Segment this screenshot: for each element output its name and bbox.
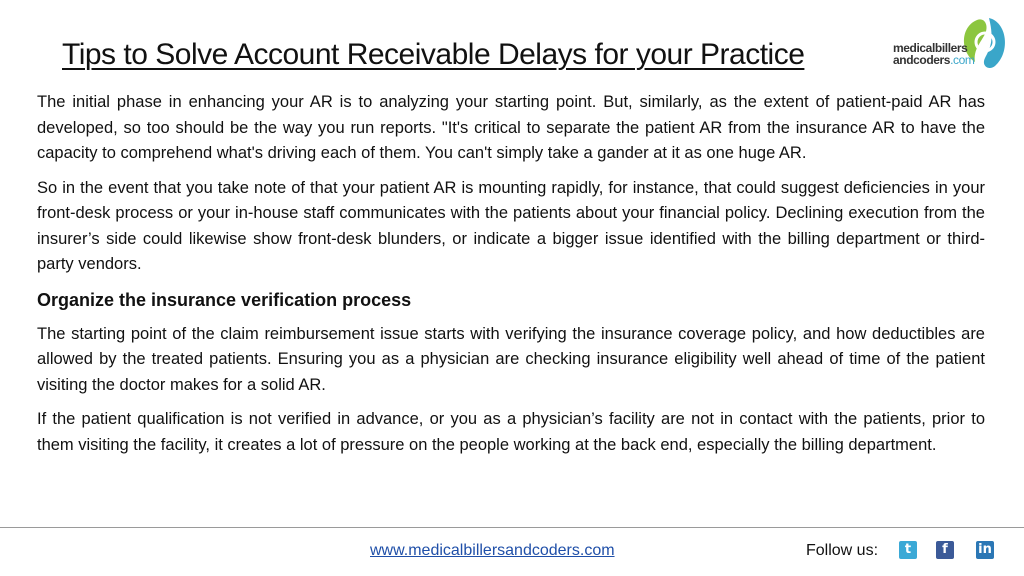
facebook-icon[interactable]: f [936, 541, 954, 559]
paragraph-intro: The initial phase in enhancing your AR is to analyzing your starting point. But, similarly, as the extent of patient-paid AR has developed, so too should be the way you run reports. "It's critical to separate the patient AR from the insurance AR to have the capacity to comprehend what's driving each of them. You can't simply take a gander at it as one huge AR. [37, 93, 985, 162]
follow-us-label: Follow us: [806, 542, 879, 559]
article-body [37, 90, 985, 467]
paragraph-qualification: If the patient qualification is not verified in advance, or you as a physician’s facility are not in contact with the patients, prior to them visiting the facility, it creates a lot of pressure on the people working at the back end, especially the billing department. [37, 410, 985, 454]
section-heading: Organize the insurance verification process [37, 289, 412, 310]
logo-wordmark: medicalbillers andcoders.com [893, 41, 975, 67]
website-link[interactable]: www.medicalbillersandcoders.com [370, 542, 615, 559]
linkedin-icon[interactable]: in [976, 541, 994, 559]
paragraph-verification: The starting point of the claim reimbursement issue starts with verifying the insurance coverage policy, and how deductibles are allowed by the treated patients. Ensuring you as a physician are checking insurance eligibility well ahead of time of the patient visiting the doctor makes for a solid AR. [37, 324, 985, 394]
page-title: Tips to Solve Account Receivable Delays for your Practice [62, 38, 805, 71]
company-logo [893, 12, 1013, 74]
paragraph-patient-ar: So in the event that you take note of that your patient AR is mounting rapidly, for instance, that could suggest deficiencies in your front-desk process or your in-house staff communicates with the patients about your financial policy. Declining execution from the insurer’s side could likewise show front-desk blunders, or indicate a bigger issue identified with the billing department or third-party vendors. [37, 178, 985, 273]
footer-divider [0, 527, 1024, 528]
twitter-icon[interactable]: t [899, 541, 917, 559]
